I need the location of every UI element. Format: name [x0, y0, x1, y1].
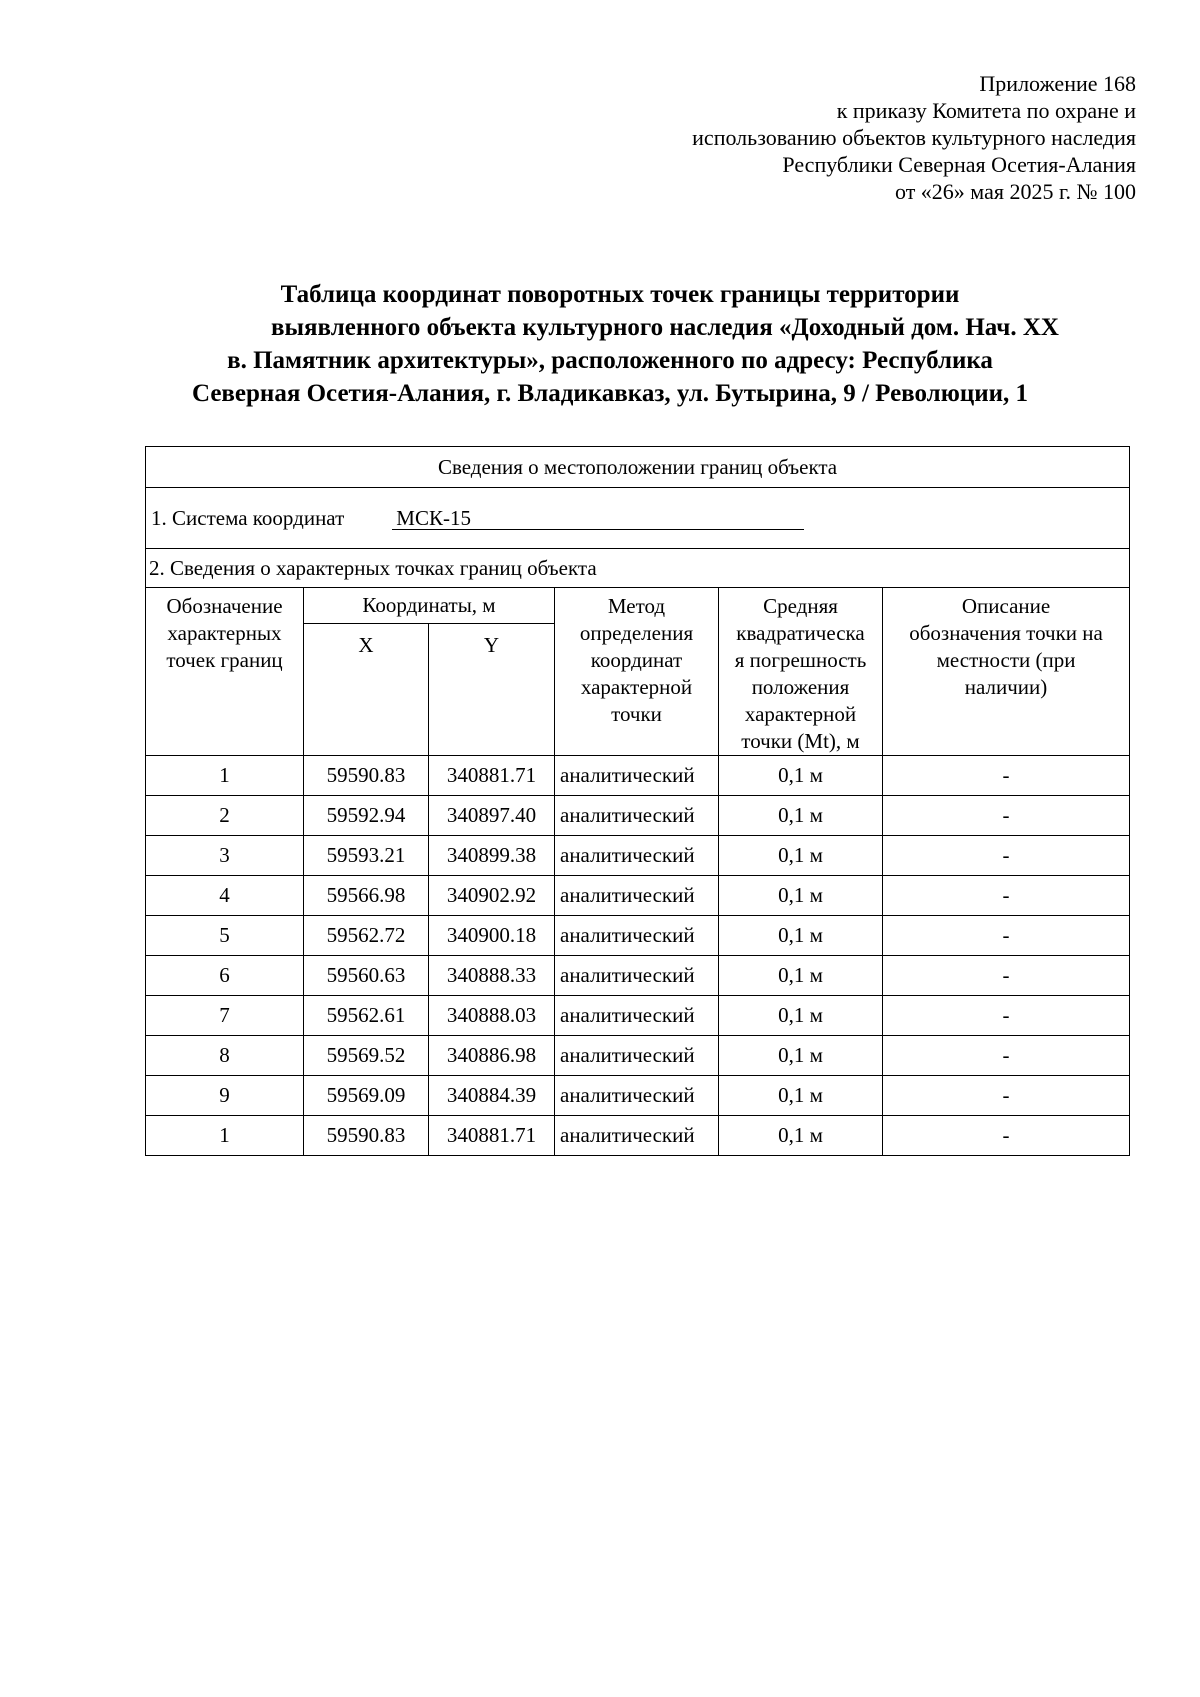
- point-cell: 1: [146, 1116, 304, 1156]
- header-row: [146, 588, 1130, 624]
- method-cell: аналитический: [555, 956, 719, 996]
- x-cell: 59562.61: [304, 996, 429, 1036]
- description-cell: -: [883, 1076, 1130, 1116]
- title-line: выявленного объекта культурного наследия «Доходный дом. Нач. XX: [271, 314, 1059, 341]
- point-cell: 9: [146, 1076, 304, 1116]
- description-cell: -: [883, 996, 1130, 1036]
- appendix-line: Республики Северная Осетия-Алания: [782, 152, 1136, 177]
- y-cell: 340881.71: [429, 1116, 555, 1156]
- description-cell: -: [883, 796, 1130, 836]
- error-cell: 0,1 м: [719, 1116, 883, 1156]
- method-cell: аналитический: [555, 1116, 719, 1156]
- point-cell: 7: [146, 996, 304, 1036]
- x-cell: 59569.52: [304, 1036, 429, 1076]
- table-row: [146, 1036, 1130, 1076]
- y-cell: 340886.98: [429, 1036, 555, 1076]
- description-cell: -: [883, 1036, 1130, 1076]
- y-cell: 340888.33: [429, 956, 555, 996]
- description-cell: -: [883, 956, 1130, 996]
- y-cell: 340888.03: [429, 996, 555, 1036]
- coordinate-system-value: МСК-15: [392, 507, 804, 530]
- coordinate-system-row: [146, 488, 1130, 549]
- point-cell: 6: [146, 956, 304, 996]
- points-heading-row: [146, 549, 1130, 588]
- x-cell: 59562.72: [304, 916, 429, 956]
- description-cell: -: [883, 836, 1130, 876]
- y-cell: 340884.39: [429, 1076, 555, 1116]
- x-cell: 59569.09: [304, 1076, 429, 1116]
- description-cell: -: [883, 916, 1130, 956]
- title-line: Таблица координат поворотных точек границы территории: [280, 281, 960, 308]
- document-title: [130, 278, 1090, 410]
- title-line: Северная Осетия-Алания, г. Владикавказ, ул. Бутырина, 9 / Революции, 1: [191, 380, 1029, 407]
- method-cell: аналитический: [555, 836, 719, 876]
- coordinate-system-label: 1. Система координат: [151, 505, 345, 530]
- x-cell: 59590.83: [304, 1116, 429, 1156]
- table-body: [146, 756, 1130, 1156]
- table-row: [146, 876, 1130, 916]
- appendix-line: Приложение 168: [979, 71, 1136, 96]
- section-title-row: [146, 447, 1130, 488]
- description-cell: -: [883, 876, 1130, 916]
- table-row: [146, 836, 1130, 876]
- appendix-line: к приказу Комитета по охране и: [836, 98, 1136, 123]
- error-cell: 0,1 м: [719, 996, 883, 1036]
- error-cell: 0,1 м: [719, 1076, 883, 1116]
- error-cell: 0,1 м: [719, 756, 883, 796]
- header-method: Метод определения координат характерной точки: [555, 588, 719, 756]
- table-row: [146, 1116, 1130, 1156]
- header-error: Средняя квадратическа я погрешность положения характерной точки (Mt), м: [719, 588, 883, 756]
- table-row: [146, 956, 1130, 996]
- header-x: X: [304, 623, 429, 755]
- table-row: [146, 996, 1130, 1036]
- section-title: Сведения о местоположении границ объекта: [146, 447, 1130, 488]
- appendix-note: [692, 70, 1136, 205]
- error-cell: 0,1 м: [719, 836, 883, 876]
- points-heading: 2. Сведения о характерных точках границ объекта: [146, 549, 1130, 588]
- method-cell: аналитический: [555, 996, 719, 1036]
- table-row: [146, 796, 1130, 836]
- point-cell: 2: [146, 796, 304, 836]
- y-cell: 340897.40: [429, 796, 555, 836]
- header-y: Y: [429, 623, 555, 755]
- description-cell: -: [883, 756, 1130, 796]
- appendix-line: от «26» мая 2025 г. № 100: [894, 179, 1136, 204]
- table-row: [146, 1076, 1130, 1116]
- y-cell: 340899.38: [429, 836, 555, 876]
- error-cell: 0,1 м: [719, 916, 883, 956]
- y-cell: 340900.18: [429, 916, 555, 956]
- table-row: [146, 756, 1130, 796]
- method-cell: аналитический: [555, 876, 719, 916]
- y-cell: 340902.92: [429, 876, 555, 916]
- header-coordinates: Координаты, м: [304, 588, 555, 624]
- coordinates-table: [145, 446, 1130, 1156]
- point-cell: 4: [146, 876, 304, 916]
- error-cell: 0,1 м: [719, 796, 883, 836]
- table-row: [146, 916, 1130, 956]
- description-cell: -: [883, 1116, 1130, 1156]
- point-cell: 8: [146, 1036, 304, 1076]
- method-cell: аналитический: [555, 1036, 719, 1076]
- error-cell: 0,1 м: [719, 876, 883, 916]
- x-cell: 59560.63: [304, 956, 429, 996]
- point-cell: 3: [146, 836, 304, 876]
- method-cell: аналитический: [555, 916, 719, 956]
- y-cell: 340881.71: [429, 756, 555, 796]
- error-cell: 0,1 м: [719, 1036, 883, 1076]
- x-cell: 59566.98: [304, 876, 429, 916]
- point-cell: 1: [146, 756, 304, 796]
- x-cell: 59593.21: [304, 836, 429, 876]
- x-cell: 59592.94: [304, 796, 429, 836]
- method-cell: аналитический: [555, 756, 719, 796]
- method-cell: аналитический: [555, 1076, 719, 1116]
- header-point: Обозначение характерных точек границ: [146, 588, 304, 756]
- error-cell: 0,1 м: [719, 956, 883, 996]
- x-cell: 59590.83: [304, 756, 429, 796]
- appendix-line: использованию объектов культурного наследия: [692, 125, 1136, 150]
- point-cell: 5: [146, 916, 304, 956]
- title-line: в. Памятник архитектуры», расположенного по адресу: Республика: [227, 347, 993, 374]
- method-cell: аналитический: [555, 796, 719, 836]
- header-description: Описание обозначения точки на местности (при наличии): [883, 588, 1130, 756]
